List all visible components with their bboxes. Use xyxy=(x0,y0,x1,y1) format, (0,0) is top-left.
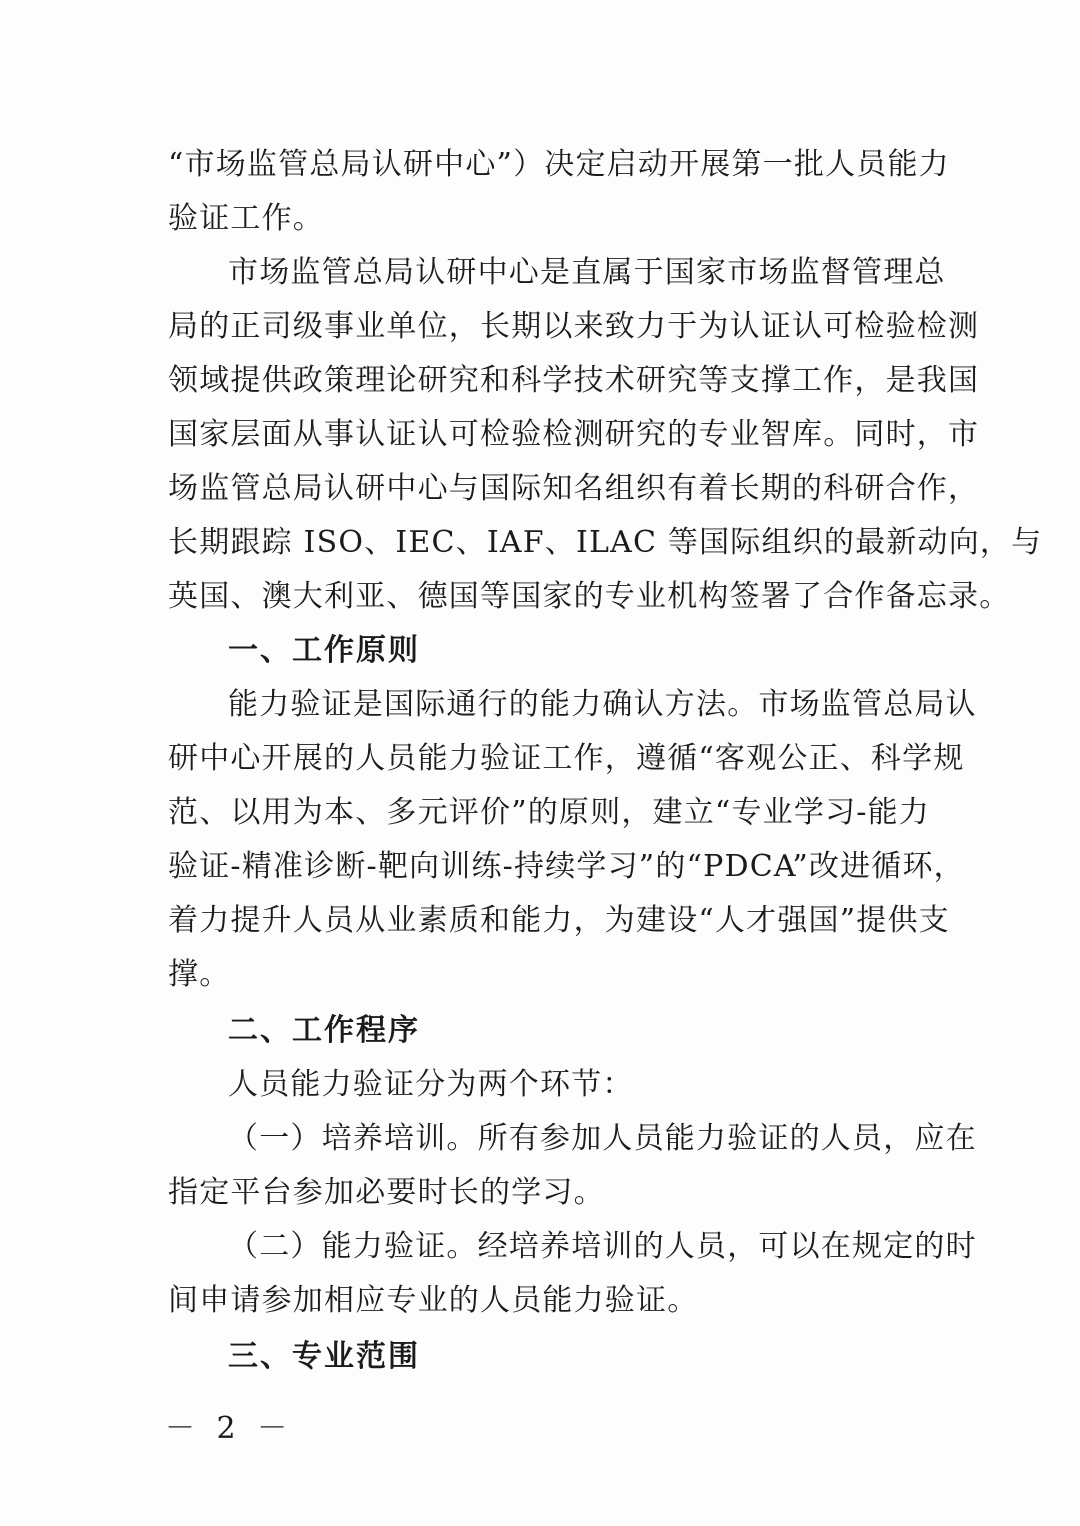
body-line: 国家层面从事认证认可检验检测研究的专业智库。同时，市 xyxy=(168,417,980,452)
body-line: 长期跟踪 ISO、IEC、IAF、ILAC 等国际组织的最新动向，与 xyxy=(168,525,1043,560)
body-line: （二）能力验证。经培养培训的人员，可以在规定的时 xyxy=(228,1229,977,1264)
body-line: 人员能力验证分为两个环节： xyxy=(228,1067,634,1102)
section-heading-scope: 三、专业范围 xyxy=(228,1339,420,1374)
body-line: 英国、澳大利亚、德国等国家的专业机构签署了合作备忘录。 xyxy=(168,579,1011,614)
body-line: 研中心开展的人员能力验证工作，遵循“客观公正、科学规 xyxy=(168,741,965,776)
body-line: 场监管总局认研中心与国际知名组织有着长期的科研合作， xyxy=(168,471,980,506)
page-number: － 2 － xyxy=(165,1411,294,1446)
body-line: 市场监管总局认研中心是直属于国家市场监督管理总 xyxy=(228,255,946,290)
section-heading-procedure: 二、工作程序 xyxy=(228,1013,420,1048)
body-line: 着力提升人员从业素质和能力，为建设“人才强国”提供支 xyxy=(168,903,950,938)
body-line: 能力验证是国际通行的能力确认方法。市场监管总局认 xyxy=(228,687,977,722)
body-line: 验证-精准诊断-靶向训练-持续学习”的“PDCA”改进循环， xyxy=(168,849,965,884)
body-line: 间申请参加相应专业的人员能力验证。 xyxy=(168,1283,699,1318)
body-line: 验证工作。 xyxy=(168,201,324,236)
body-line: 局的正司级事业单位，长期以来致力于为认证认可检验检测 xyxy=(168,309,980,344)
body-line: （一）培养培训。所有参加人员能力验证的人员，应在 xyxy=(228,1121,977,1156)
body-line: 指定平台参加必要时长的学习。 xyxy=(168,1175,605,1210)
body-line: “市场监管总局认研中心”）决定启动开展第一批人员能力 xyxy=(168,147,950,182)
body-line: 撑。 xyxy=(168,957,231,992)
body-line: 领域提供政策理论研究和科学技术研究等支撑工作，是我国 xyxy=(168,363,980,398)
body-line: 范、以用为本、多元评价”的原则，建立“专业学习-能力 xyxy=(168,795,931,830)
section-heading-principles: 一、工作原则 xyxy=(228,633,420,668)
